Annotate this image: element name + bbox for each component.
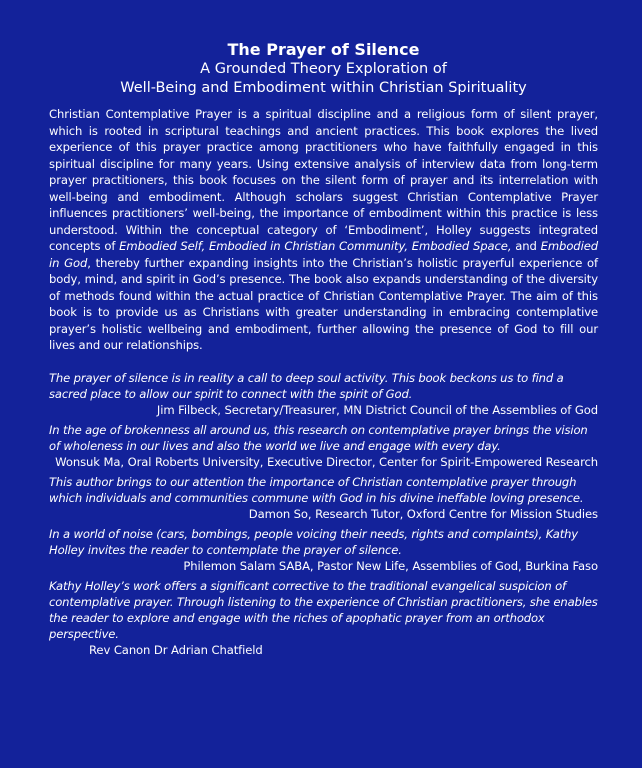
book-subtitle-line-1: A Grounded Theory Exploration of [200, 61, 447, 77]
endorsement-attribution: Jim Filbeck, Secretary/Treasurer, MN District Council of the Assemblies of God [156, 402, 598, 417]
endorsement-5 [49, 578, 598, 658]
description-text-2: and [511, 239, 541, 253]
endorsement-attribution: Rev Canon Dr Adrian Chatfield [89, 642, 263, 657]
description-text-3: , thereby further expanding insights into the Christian’s holistic prayerful experience of body, mind, and spirit in God’s presence. The book also expands understanding of the diversity of methods found within the actual practice of Christian Contemplative Prayer. The aim of this book is to provide us as Christians with greater understanding in embracing contemplative prayer’s holistic wellbeing and embodiment, further allowing the presence of God to fill our lives and our relationships. [49, 255, 598, 352]
endorsement-attribution: Damon So, Research Tutor, Oxford Centre for Mission Studies [248, 506, 598, 521]
book-title: The Prayer of Silence [227, 40, 420, 59]
endorsement-attribution: Wonsuk Ma, Oral Roberts University, Executive Director, Center for Spirit-Empowered Research [55, 454, 598, 469]
endorsement-quote: This author brings to our attention the importance of Christian contemplative prayer through which individuals and communities commune with God in his divine ineffable loving presence. [49, 474, 584, 505]
endorsement-quote: In a world of noise (cars, bombings, people voicing their needs, rights and complaints), Kathy Holley invites the reader to contemplate the prayer of silence. [49, 526, 578, 557]
description-emphasis-2: Embodied in God [49, 239, 598, 270]
endorsement-4 [49, 526, 598, 574]
description-text-1: Christian Contemplative Prayer is a spiritual discipline and a religious form of silent prayer, which is rooted in scriptural teachings and ancient practices. This book explores the lived experience of this prayer practice among practitioners who have faithfully engaged in this spiritual discipline for many years. Using extensive analysis of interview data from long-term prayer practitioners, this book focuses on the silent form of prayer and its interrelation with well-being and embodiment. Although scholars suggest Christian Contemplative Prayer influences practitioners’ well-being, the importance of embodiment within this practice is less understood. Within the conceptual category of ‘Embodiment’, Holley suggests integrated concepts of [49, 107, 598, 253]
book-description [49, 106, 598, 354]
endorsements [49, 370, 598, 658]
endorsement-2 [49, 422, 598, 470]
description-emphasis-1: Embodied Self, Embodied in Christian Community, Embodied Space, [119, 239, 512, 253]
endorsement-attribution: Philemon Salam SABA, Pastor New Life, Assemblies of God, Burkina Faso [183, 558, 598, 573]
endorsement-3 [49, 474, 598, 522]
endorsement-quote: The prayer of silence is in reality a call to deep soul activity. This book beckons us to find a sacred place to allow our spirit to connect with the spirit of God. [49, 370, 564, 401]
book-subtitle-line-2: Well-Being and Embodiment within Christian Spirituality [120, 80, 527, 96]
endorsement-quote: In the age of brokenness all around us, this research on contemplative prayer brings the vision of wholeness in our lives and also the world we live and engage with every day. [49, 422, 588, 453]
endorsement-quote: Kathy Holley’s work offers a significant corrective to the traditional evangelical suspicion of contemplative prayer. Through listening to the experience of Christian practitioners, she enables the reader to explore and engage with the riches of apophatic prayer from an orthodox perspective. [49, 578, 598, 641]
endorsement-1 [49, 370, 598, 418]
